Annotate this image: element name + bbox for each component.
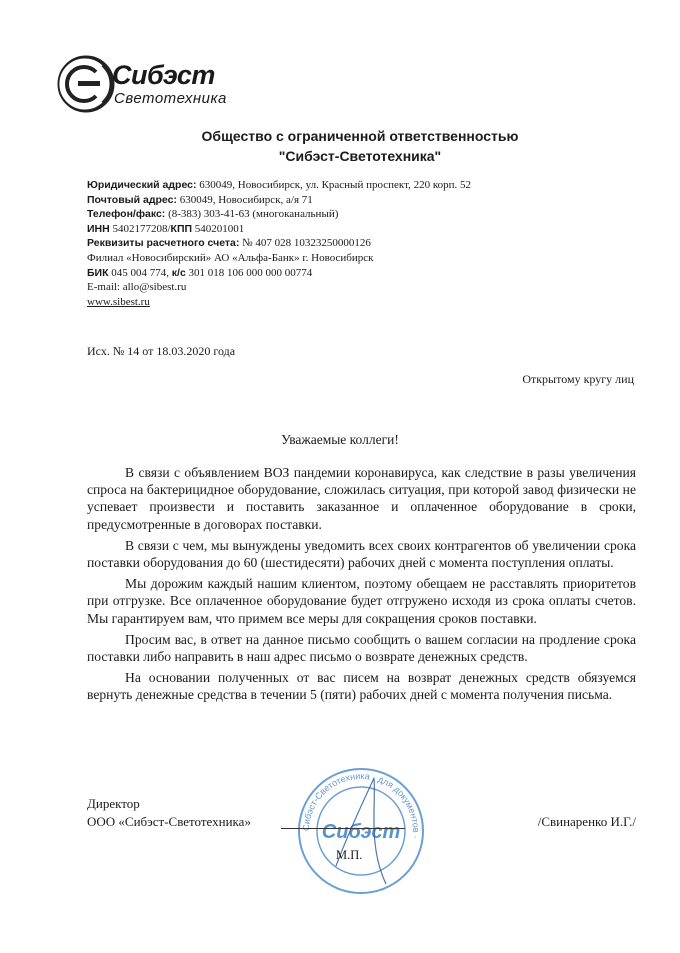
inn-label: ИНН xyxy=(87,222,110,235)
bank-branch: Филиал «Новосибирский» АО «Альфа-Банк» г. Новосибирск xyxy=(87,251,374,264)
postal-address-value: 630049, Новосибирск, а/я 71 xyxy=(176,193,313,206)
bik-label: БИК xyxy=(87,266,109,279)
org-name-line2: "Сибэст-Светотехника" xyxy=(278,148,442,164)
salutation: Уважаемые коллеги! xyxy=(281,432,399,447)
bik-value: 045 004 774, xyxy=(108,266,172,279)
legal-address-label: Юридический адрес: xyxy=(87,179,197,191)
kpp-value: 540201001 xyxy=(192,222,245,235)
signature-line xyxy=(281,828,405,829)
signatory-org: ООО «Сибэст-Светотехника» xyxy=(87,814,251,829)
kpp-label: КПП xyxy=(170,222,193,235)
legal-address xyxy=(87,178,471,193)
paragraph: На основании полученных от вас писем на возврат денежных средств обязуемся вернуть денежные средства в течении 5 (пяти) рабочих дней с момента получения письма. xyxy=(87,670,636,703)
seal-place-label: М.П. xyxy=(336,848,363,862)
company-requisites xyxy=(87,178,471,309)
letter-body xyxy=(87,464,636,708)
company-stamp xyxy=(296,766,426,896)
postal-address-label: Почтовый адрес: xyxy=(87,193,177,206)
paragraph: Просим вас, в ответ на данное письмо сообщить о вашем согласии на продление срока поставки либо направить в наш адрес письмо о возврате денежных средств. xyxy=(87,631,636,665)
inn-value: 5402177208/ xyxy=(109,222,171,235)
outgoing-reference: Исх. № 14 от 18.03.2020 года xyxy=(87,344,236,358)
account-value: № 407 028 10323250000126 xyxy=(239,237,371,250)
phone-value: (8-383) 303-41-63 (многоканальный) xyxy=(165,208,339,221)
bik xyxy=(87,266,471,281)
phone-label: Телефон/факс: xyxy=(87,208,166,221)
paragraph: В связи с чем, мы вынуждены уведомить всех своих контрагентов об увеличении срока поставки оборудования до 60 (шестидесяти) рабочих дней с момента поступления оплаты. xyxy=(87,537,636,571)
addressee: Открытому кругу лиц xyxy=(522,372,634,386)
website-link[interactable]: www.sibest.ru xyxy=(87,295,150,308)
stamp-center-text: Сибэст xyxy=(321,821,401,843)
logo-emblem-icon xyxy=(56,54,116,114)
logo-name: Сибэст xyxy=(112,60,215,90)
org-name-line1: Общество с ограниченной ответственностью xyxy=(201,128,519,144)
signatory-name: /Свинаренко И.Г./ xyxy=(537,814,636,829)
logo-subtitle: Светотехника xyxy=(114,90,227,107)
account-label: Реквизиты расчетного счета: xyxy=(87,237,240,250)
paragraph: Мы дорожим каждый нашим клиентом, поэтому обещаем не расставлять приоритетов при отгрузке. Все оплаченное оборудование будет отгружено исходя из срока оплаты счетов. Мы гарантируем вам, что примем все меры для сокращения сроков поставки. xyxy=(87,576,636,626)
signatory-title: Директор xyxy=(87,796,140,811)
bank-account xyxy=(87,236,471,251)
inn-kpp xyxy=(87,222,471,237)
company-logo xyxy=(56,54,276,114)
postal-address xyxy=(87,193,471,208)
email: E-mail: allo@sibest.ru xyxy=(87,281,187,294)
stamp-ring-text: Сибэст-Светотехника · для документов · xyxy=(300,770,422,839)
legal-address-value: 630049, Новосибирск, ул. Красный проспект, 220 корп. 52 xyxy=(196,179,472,191)
phone xyxy=(87,207,471,222)
ks-label: к/с xyxy=(171,266,186,279)
ks-value: 301 018 106 000 000 00774 xyxy=(185,266,313,279)
paragraph: В связи с объявлением ВОЗ пандемии коронавируса, как следствие в разы увеличения спроса на бактерицидное оборудование, сложилась ситуация, при которой завод физически не успевает произвести и поставить заказанное и оплаченное оборудование в сроки, предусмотренные в договорах поставки. xyxy=(87,465,636,532)
